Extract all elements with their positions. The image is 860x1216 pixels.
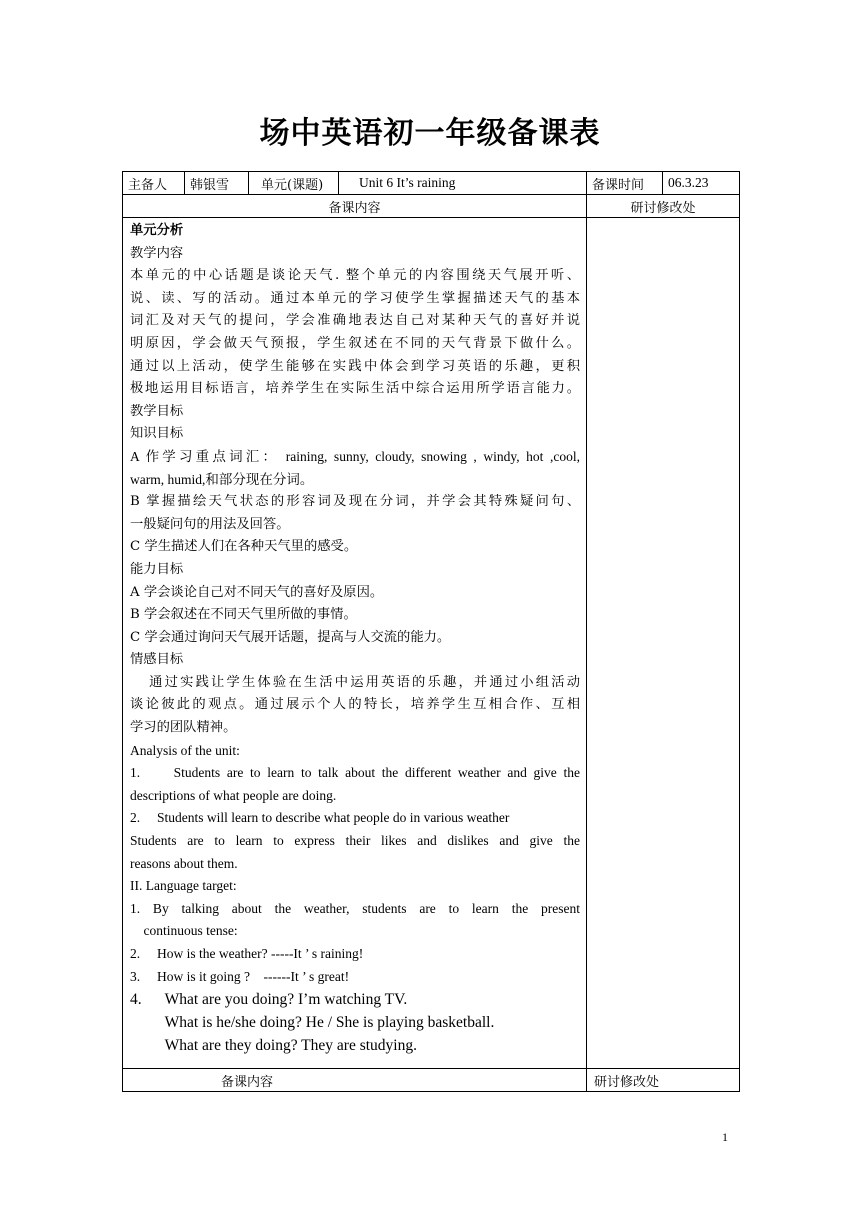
lesson-plan-table [122, 171, 740, 1092]
text-line: II. Language target: [130, 878, 237, 894]
text-line: B 学会叙述在不同天气里所做的事情。 [130, 607, 357, 623]
text-line: 情感目标 [130, 652, 184, 668]
page-title: 场中英语初一年级备课表 [259, 116, 601, 151]
text-line: 教学内容 [130, 245, 184, 261]
text-line: 1. Students are to learn to talk about the different weather and give the [130, 765, 580, 781]
text-line: C 学生描述人们在各种天气里的感受。 [130, 539, 358, 555]
text-line: What is he/she doing? He / She is playing basketball. [130, 1014, 495, 1032]
footer-content-header: 备课内容 [123, 1069, 587, 1092]
content-row [123, 218, 740, 1069]
text-line: 2. How is the weather? -----It ’ s raining! [130, 946, 364, 961]
text-line: reasons about them. [130, 855, 238, 871]
text-line: 谈论彼此的观点。通过展示个人的特长，培养学生互相合作、互相 [130, 697, 580, 713]
text-line: continuous tense: [130, 923, 238, 939]
text-line: warm, humid,和部分现在分词。 [130, 471, 314, 487]
text-line: 4. What are you doing? I’m watching TV. [130, 991, 408, 1009]
text-line: B 掌握描绘天气状态的形容词及现在分词，并学会其特殊疑问句、 [130, 494, 580, 510]
unit-title: Unit 6 It’s raining [339, 172, 587, 195]
text-line: descriptions of what people are doing. [130, 787, 337, 803]
text-line: Analysis of the unit: [130, 742, 240, 758]
date-label: 备课时间 [587, 172, 663, 195]
text-line: 明原因，学会做天气预报，学生叙述在不同的天气背景下做什么。 [130, 335, 580, 351]
text-line: 极地运用目标语言，培养学生在实际生活中综合运用所学语言能力。 [130, 381, 580, 397]
preparer-name: 韩银雪 [185, 172, 249, 195]
text-line: Students are to learn to express their likes and dislikes and give the [130, 833, 580, 849]
text-line: 词汇及对天气的提问，学会准确地表达自己对某种天气的喜好并说 [130, 313, 580, 329]
text-line: 能力目标 [130, 561, 184, 577]
header-row [123, 172, 740, 195]
text-line: 通过实践让学生体验在生活中运用英语的乐趣，并通过小组活动 [130, 674, 580, 690]
content-cell [123, 218, 587, 1069]
revise-column-header: 研讨修改处 [587, 195, 740, 218]
column-header-row [123, 195, 740, 218]
footer-header-row [123, 1069, 740, 1092]
text-line: 通过以上活动，使学生能够在实践中体会到学习英语的乐趣，更积 [130, 358, 580, 374]
text-line: 1. By talking about the weather, students are to learn the present [130, 900, 580, 916]
text-line: 本单元的中心话题是谈论天气. 整个单元的内容围绕天气展开听、 [130, 268, 580, 284]
section-heading: 单元分析 [130, 223, 184, 238]
revise-cell [587, 218, 740, 1069]
text-line: 教学目标 [130, 403, 184, 419]
text-line: 3. How is it going ? ------It ’ s great! [130, 968, 350, 984]
text-line: 说、读、写的活动。通过本单元的学习使学生掌握描述天气的基本 [130, 290, 580, 306]
text-line: What are they doing? They are studying. [130, 1037, 417, 1055]
footer-revise-header: 研讨修改处 [587, 1069, 740, 1092]
date-value: 06.3.23 [663, 172, 740, 195]
text-line: A 学会谈论自己对不同天气的喜好及原因。 [130, 584, 384, 600]
content-column-header: 备课内容 [123, 195, 587, 218]
text-line: 2. Students will learn to describe what people do in various weather [130, 810, 510, 826]
page-number: 1 [722, 1130, 728, 1144]
text-line: 知识目标 [130, 426, 184, 442]
text-line: 一般疑问句的用法及回答。 [130, 516, 290, 532]
text-line: C 学会通过询问天气展开话题，提高与人交流的能力。 [130, 629, 451, 645]
unit-label: 单元(课题) [249, 172, 339, 195]
text-line: A 作学习重点词汇： raining, sunny, cloudy, snowing , windy, hot ,cool, [130, 448, 580, 464]
text-line: 学习的团队精神。 [130, 720, 237, 736]
preparer-label: 主备人 [123, 172, 185, 195]
